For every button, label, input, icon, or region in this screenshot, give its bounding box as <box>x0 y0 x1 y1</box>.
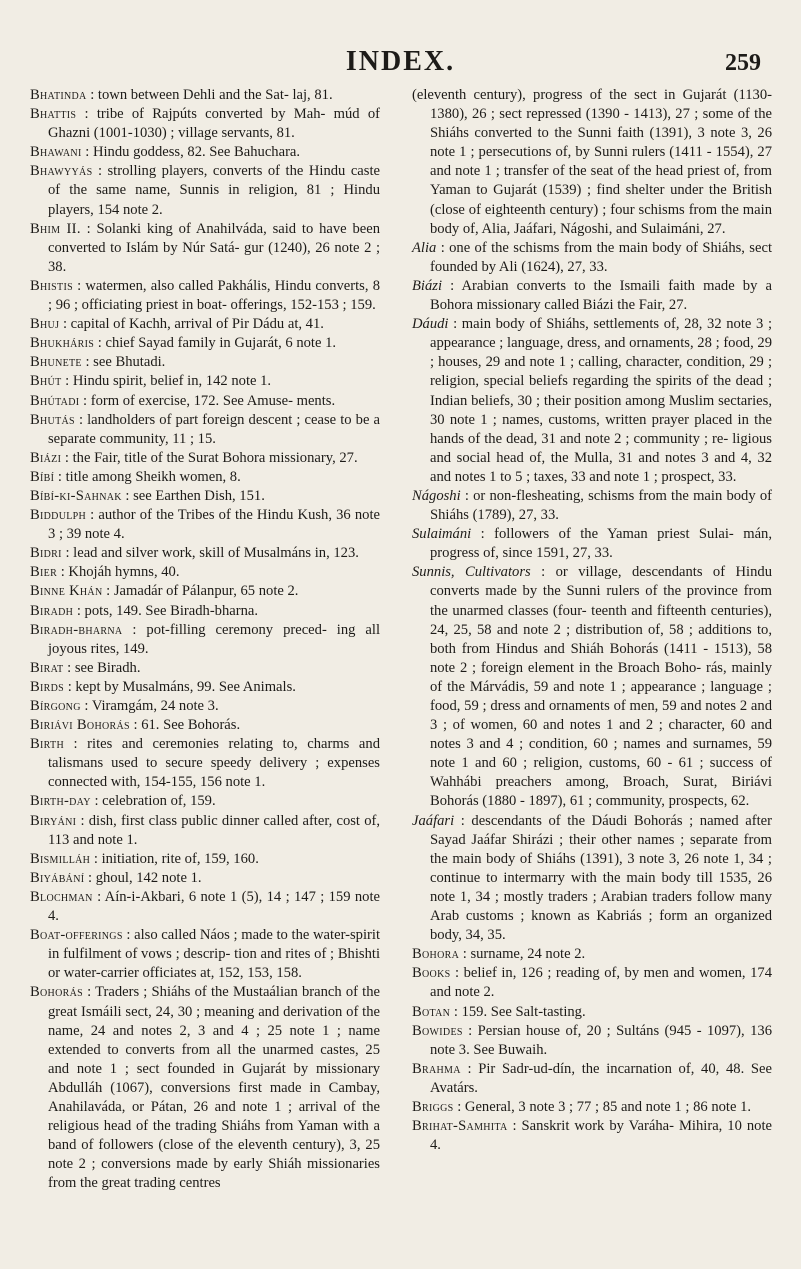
index-headword: Alia <box>412 239 437 256</box>
index-entry <box>30 86 380 105</box>
index-entry <box>412 1117 772 1155</box>
index-entry-text: : form of exercise, 172. See Amuse- ments. <box>83 392 336 409</box>
index-entry-text: : dish, first class public dinner called after, cost of, 113 and note 1. <box>48 812 380 848</box>
index-entry-text: : title among Sheikh women, 8. <box>57 468 241 485</box>
index-entry <box>30 315 380 334</box>
index-headword: Bíbí <box>30 468 55 485</box>
index-headword: Bhuj <box>30 316 60 333</box>
index-headword: Birth <box>30 736 64 753</box>
index-headword: Briggs <box>412 1098 454 1115</box>
index-headword: Biázi <box>30 449 62 466</box>
index-entry-text: : celebration of, 159. <box>94 793 216 810</box>
index-headword: Bhutás <box>30 411 75 428</box>
index-headword: Blochman <box>30 888 93 905</box>
index-entry-text: : ghoul, 142 note 1. <box>88 869 202 886</box>
index-entry <box>30 506 380 544</box>
index-entry <box>30 487 380 506</box>
index-entry-text: : followers of the Yaman priest Sulai- mán, progress of, since 1591, 27, 33. <box>430 526 772 562</box>
index-entry-text: : one of the schisms from the main body of Shiáhs, sect founded by Ali (1624), 27, 33. <box>430 239 772 275</box>
index-entry-text: : or village, descendants of Hindu converts made by the Sunni rulers of the province from the unarmed classes (four- teenth and fifteenth centuries), 24, 25, 58 and note 2 ; distribution of, 58 ; additions to, both from Hindus and Shiáh Bohorás (1411 - 1513), 58 note 2 ; foreign element in the Broach Boho- rás, mainly of the Márvádis, 59 and note 1 ; appearance ; language ; food, 59 ; dress and ornaments of men, 59 and notes 2 and 3 ; of women, 60 and notes 1 and 2 ; character, 60 and notes 3 and 4 ; condition, 60 ; names and surnames, 59 note 1 and 60 ; religion, customs, 60 - 61 ; success of Wahhábi preachers among, Broach, Surat, Biriávi Bohorás (1880 - 1897), 61 ; community, prospects, 62. <box>430 564 772 810</box>
index-entry-text: : lead and silver work, skill of Musalmáns in, 123. <box>65 545 359 562</box>
index-headword: Botan <box>412 1003 451 1020</box>
index-entry <box>412 315 772 487</box>
index-entry <box>412 525 772 563</box>
index-headword: Boat-offerings <box>30 927 123 944</box>
index-entry-text: : the Fair, title of the Surat Bohora missionary, 27. <box>64 449 358 466</box>
index-entry <box>30 926 380 983</box>
index-entry <box>30 697 380 716</box>
index-entry-text: : Sanskrit work by Varáha- Mihira, 10 note 4. <box>430 1118 772 1154</box>
index-entry-text: : pots, 149. See Biradh-bharna. <box>76 602 259 619</box>
index-headword: Sunnis, Cultivators <box>412 564 531 581</box>
index-entry-text: : watermen, also called Pakhális, Hindu converts, 8 ; 96 ; officiating priest in boat- offerings, 152-153 ; 159. <box>48 277 380 314</box>
index-headword: Nágoshi <box>412 487 461 504</box>
index-headword: Books <box>412 965 451 982</box>
index-entry-text: : Viramgám, 24 note 3. <box>84 698 219 714</box>
index-headword: Biyábání <box>30 869 85 886</box>
index-entry <box>412 277 772 315</box>
index-entry-text: : Solanki king of Anahilváda, said to have been converted to Islám by Núr Satá- gur (1240), 26 note 2 ; 38. <box>48 220 381 275</box>
index-headword: Birat <box>30 659 64 676</box>
index-headword: Biddulph <box>30 507 87 524</box>
index-entry-text: : descendants of the Dáudi Bohorás ; named after Sayad Jaáfar Shirázi ; their other names ; separate from the main body of Shiáhs (1391), 3 note 3, 26 note 1, 34 ; continue to intermarry with the main body till 1535, 26 note 1, 34 ; mostly traders ; Arabian traders follow many Arab customs ; known as Kabriás ; form an organized body, 34, 35. <box>430 812 772 944</box>
index-entry <box>412 1098 772 1117</box>
index-entry <box>30 162 380 219</box>
index-entry-text: : Arabian converts to the Ismaili faith made by a Bohora missionary called Biázi the Fair, 27. <box>430 277 772 314</box>
index-entry <box>30 735 380 792</box>
index-entry <box>412 945 772 964</box>
index-headword: Bhút <box>30 373 62 390</box>
index-headword: Bhawyyás <box>30 163 93 180</box>
index-entry <box>30 449 380 468</box>
index-entry <box>412 563 772 811</box>
index-entry <box>30 602 380 621</box>
index-headword: Bhattis <box>30 106 77 123</box>
index-entry <box>30 812 380 850</box>
index-entry-text: : chief Sayad family in Gujarát, 6 note 1. <box>97 335 337 352</box>
index-headword: Biriávi Bohorás <box>30 717 130 734</box>
index-entry-text: : 61. See Bohorás. <box>133 717 241 734</box>
index-headword: Bhawani <box>30 144 82 161</box>
index-entry-text: : 159. See Salt-tasting. <box>453 1003 586 1020</box>
index-entry-text: : Hindu spirit, belief in, 142 note 1. <box>65 373 272 390</box>
index-entry-text: : or non-flesheating, schisms from the main body of Shiáhs (1789), 27, 33. <box>430 487 772 524</box>
index-headword: Biradh <box>30 602 74 619</box>
index-entry-text: : see Bhutadi. <box>85 354 166 371</box>
index-entry <box>30 869 380 888</box>
index-entry <box>30 544 380 563</box>
index-entry <box>30 678 380 697</box>
index-headword: Birds <box>30 678 65 695</box>
index-entry <box>30 277 380 315</box>
index-entry <box>30 105 380 143</box>
index-entry-text: : rites and ceremonies relating to, charms and talismans used to secure speedy delivery ; expenses connected with, 154-155, 156 note 1. <box>48 736 380 791</box>
index-entry-text: : tribe of Rajpúts converted by Mah- múd of Ghazni (1001-1030) ; village servants, 81. <box>48 106 380 142</box>
index-headword: Bowides <box>412 1022 463 1039</box>
index-entry-text: : landholders of part foreign descent ; cease to be a separate community, 11 ; 15. <box>48 411 380 447</box>
index-headword: Biradh-bharna <box>30 621 123 638</box>
index-entry-text: : Aín-i-Akbari, 6 note 1 (5), 14 ; 147 ; 159 note 4. <box>48 888 380 925</box>
index-headword: Brahma <box>412 1060 461 1077</box>
index-entry-text: : capital of Kachh, arrival of Pir Dádu at, 41. <box>62 316 324 333</box>
index-entry <box>30 334 380 353</box>
index-entry-text: : strolling players, converts of the Hindu caste of the same name, Sunnis in religion, 81 ; Hindu players, 154 note 2. <box>48 163 380 218</box>
index-entry-text: : author of the Tribes of the Hindu Kush, 36 note 3 ; 39 note 4. <box>48 507 380 543</box>
index-entry-text: : also called Náos ; made to the water-spirit in fulfilment of vows ; descrip- tion and rites of ; Bhishti or water-carrier officiates at, 152, 153, 158. <box>48 927 380 982</box>
index-entry-text: : Hindu goddess, 82. See Bahuchara. <box>85 144 301 161</box>
index-entry <box>412 1003 772 1022</box>
index-entry <box>30 392 380 411</box>
index-headword: Sulaimáni <box>412 526 472 543</box>
index-headword: Binne Khán <box>30 583 103 600</box>
index-headword: Bismilláh <box>30 850 91 867</box>
index-entry-text: : Persian house of, 20 ; Sultáns (945 - 1097), 136 note 3. See Buwaih. <box>430 1022 772 1058</box>
index-headword: Bíbí-ki-Sahnak <box>30 487 122 504</box>
index-entry <box>30 888 380 926</box>
index-entry <box>30 582 380 601</box>
index-headword: Bohorás <box>30 984 83 1001</box>
index-entry <box>30 563 380 582</box>
page-header <box>0 38 801 78</box>
page-title: INDEX. <box>345 46 456 77</box>
index-column-right <box>412 86 772 1155</box>
index-headword: Bhistis <box>30 277 73 294</box>
index-entry <box>412 487 772 525</box>
index-entry <box>30 659 380 678</box>
index-entry-text: : Traders ; Shiáhs of the Mustaálian branch of the great Ismáili sect, 24, 30 ; meaning and derivation of the name, 24 and notes 2, 3 and 4 ; 25 note 1 ; name extended to converts from all the unarmed castes, 25 and note 1 ; sect founded in Gujarát by missionary Abdulláh (1067), conversions first made in Cambay, Anahilaváda, or Pátan, 26 and note 1 ; arrival of the religious head of the trading Shiáhs from Yaman with a band of followers (close of the eleventh century), 3, 25 note 2 ; conversions made by early Shiáh missionaries from the great trading centres <box>48 984 380 1192</box>
index-entry <box>30 372 380 391</box>
index-entry <box>30 468 380 487</box>
index-entry <box>30 792 380 811</box>
index-entry-text: : Pir Sadr-ud-dín, the incarnation of, 40, 48. See Avatárs. <box>430 1060 772 1096</box>
index-entry <box>412 239 772 277</box>
index-entry <box>30 411 380 449</box>
index-entry-text: : Khojáh hymns, 40. <box>60 564 180 581</box>
index-headword: Bohora <box>412 946 460 963</box>
index-column-left <box>30 86 380 1193</box>
index-entry <box>30 621 380 659</box>
index-headword: Brihat-Samhita <box>412 1118 508 1135</box>
index-entry <box>412 1022 772 1060</box>
index-entry <box>412 1060 772 1098</box>
index-entry <box>412 812 772 946</box>
index-headword: Bidri <box>30 545 62 562</box>
index-entry-text: : see Earthen Dish, 151. <box>125 487 265 504</box>
index-entry-text: : General, 3 note 3 ; 77 ; 85 and note 1 ; 86 note 1. <box>457 1098 752 1115</box>
index-headword: Jaáfari <box>412 812 455 829</box>
index-headword: Bírgong <box>30 698 81 714</box>
index-entry <box>30 983 380 1193</box>
index-entry-text: : see Biradh. <box>67 659 141 676</box>
index-entry-text: : kept by Musalmáns, 99. See Animals. <box>67 678 296 695</box>
index-entry <box>30 850 380 869</box>
index-entry <box>412 964 772 1002</box>
index-headword: Biryáni <box>30 812 77 829</box>
index-entry <box>30 716 380 735</box>
index-entry-text: : town between Dehli and the Sat- laj, 81. <box>90 87 333 103</box>
index-entry <box>30 353 380 372</box>
index-headword: Birth-day <box>30 793 91 810</box>
index-entry-text: : initiation, rite of, 159, 160. <box>93 850 259 867</box>
index-entry-text: : belief in, 126 ; reading of, by men and women, 174 and note 2. <box>430 965 772 1001</box>
index-entry-text: : surname, 24 note 2. <box>462 946 586 963</box>
index-headword: Bhukháris <box>30 335 95 352</box>
index-headword: Bhim II. <box>30 220 81 237</box>
index-entry-text: : main body of Shiáhs, settlements of, 28, 32 note 3 ; appearance ; language, dress, and ornaments, 28 ; food, 29 ; houses, 29 and note 1 ; calling, character, condition, 29 ; religion, special beliefs regarding the spirits of the dead ; Indian beliefs, 30 ; their position among Muslim sectaries, 30 note 1 ; names, customs, written prayer placed in the hands of the dead, 31 and note 2 ; community ; re- ligious and social head of, the Mulla, 31 and notes 3 and 4, 32 and notes 1 to 5 ; taxes, 33 and note 1 ; prospect, 33. <box>430 316 772 485</box>
index-headword: Dáudi <box>412 316 449 333</box>
index-entry <box>412 86 772 239</box>
index-entry-text: (eleventh century), progress of the sect in Gujarát (1130-1380), 26 ; sect repressed (1390 - 1413), 27 ; some of the Shiáhs converted to the Sunni faith (1391), 3 note 3, 26 note 1 ; persecutions of, by Sunni rulers (1411 - 1554), 27 and note 1 ; transfer of the seat of the head priest of, from Yaman to Gujarát (1539) ; find shelter under the British (close of eighteenth century) ; four schisms from the main body of, Alia, Jaáfari, Nágoshi, and Sulaimáni, 27. <box>412 87 772 237</box>
index-headword: Biázi <box>412 277 442 294</box>
index-entry-text: : pot-filling ceremony preced- ing all joyous rites, 149. <box>48 621 380 657</box>
index-headword: Bhatinda <box>30 87 87 103</box>
index-headword: Bhútadi <box>30 392 80 409</box>
index-headword: Bier <box>30 564 58 581</box>
index-entry <box>30 220 380 277</box>
index-headword: Bhunete <box>30 354 82 371</box>
index-entry <box>30 143 380 162</box>
index-entry-text: : Jamadár of Pálanpur, 65 note 2. <box>106 583 299 600</box>
page-number: 259 <box>725 50 761 76</box>
